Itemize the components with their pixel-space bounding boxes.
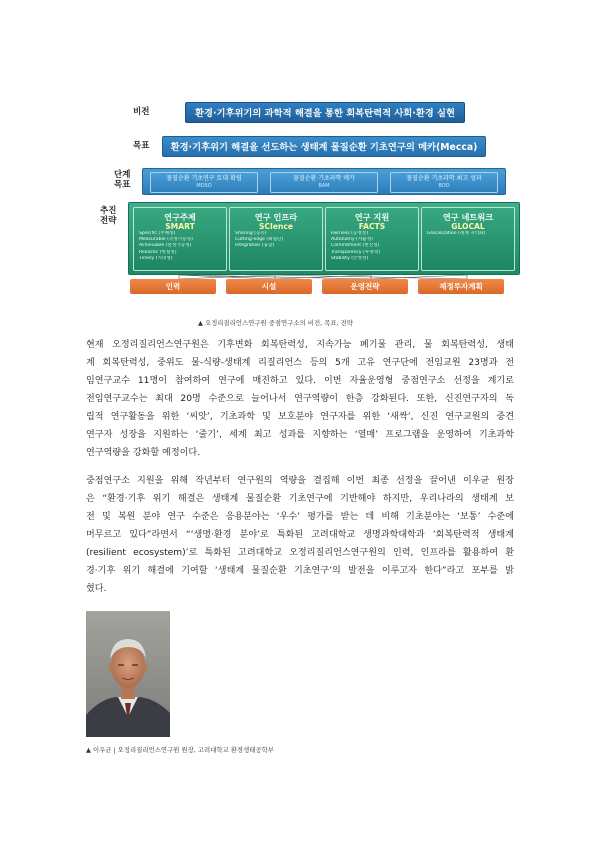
label-vision: 비전 xyxy=(133,107,150,117)
portrait-illustration xyxy=(86,611,170,737)
label-stage-goal-2: 목표 xyxy=(114,180,131,190)
paragraph-line: 연구자 성장을 지원하는 ‘줄기’, 세계 최고 성과를 지향하는 ‘열매’ 프로그램을 운영하여 기초과학 xyxy=(86,430,514,440)
strategy-item: Fairness (공정성) xyxy=(331,231,369,236)
strategy-item: Timely (시의성) xyxy=(139,255,173,261)
stage-goal-subtitle: BOO xyxy=(438,183,450,189)
connector-lines xyxy=(100,96,528,302)
vision-goal-strategy-diagram xyxy=(100,96,528,302)
strategy-item: Autonomy (자율성) xyxy=(331,237,373,243)
strategy-item: Glocalization (세계 지역화) xyxy=(427,231,486,236)
strategy-acronym: SMART xyxy=(165,222,195,231)
label-strategy-1: 추진 xyxy=(100,206,117,216)
paragraph-line: 임연구교수 11명이 참여하여 연구에 매진하고 있다. 이번 자율운영형 중점연구소 선정을 계기로 xyxy=(86,376,514,386)
paragraph-line: 현재 오정리질리언스연구원은 기후변화 회복탄력성, 지속가능 폐기물 관리, 물 회복탄력성, 생태 xyxy=(86,340,514,350)
strategy-item: Stability (안정성) xyxy=(331,255,369,261)
strategy-item: Sharing (공유) xyxy=(235,231,267,236)
paragraph-line: 계 회복탄력성, 중위도 물-식량-생태계 리질리언스 등의 5개 고유 연구단에 전임교원 23명과 전 xyxy=(86,358,514,368)
vision-text: 환경·기후위기의 과학적 해결을 통한 회복탄력적 사회·환경 실현 xyxy=(195,108,455,119)
strategy-item: Transparency (투명성) xyxy=(331,249,380,255)
resource-box: 재정투자계획 xyxy=(418,279,504,294)
strategy-title: 연구 인프라 xyxy=(254,212,298,222)
strategy-item: Integration (융합) xyxy=(235,243,275,249)
label-goal: 목표 xyxy=(133,141,150,151)
paragraph-line: 전임연구교수는 최대 20명 수준으로 늘어나서 연구역량이 한층 강화된다. 또한, 신진연구자의 독 xyxy=(86,394,514,404)
paragraph-line: (resilient ecosystem)’로 특화된 고려대학교 오정리질리언스연구원의 인력, 인프라를 활용하여 환 xyxy=(86,548,514,558)
stage-goal-title: 물질순환 기초연구 토대 확립 xyxy=(166,175,242,182)
label-stage-goal-1: 단계 xyxy=(114,170,131,180)
paragraph-line: 연구역량을 강화할 예정이다. xyxy=(86,448,201,458)
strategy-item: Specific (주체성) xyxy=(139,231,176,236)
paragraph-line: 머무르고 있다”라면서 “‘생명·환경 분야’로 특화된 고려대학교 생명과학대학과 ‘회복탄력적 생태계 xyxy=(86,530,514,540)
strategy-title: 연구 네트워크 xyxy=(442,212,494,222)
strategy-item: Achievable (달성가능성) xyxy=(139,243,192,249)
paragraph-line: 은 “환경·기후 위기 해결은 생태계 물질순환 기초연구에 기반해야 하지만, 우리나라의 생태계 보 xyxy=(86,494,514,504)
strategy-acronym: FACTS xyxy=(358,222,386,231)
strategy-item: Realistic (현실성) xyxy=(139,249,177,255)
strategy-item: Cutting-edge (최첨단) xyxy=(235,237,284,243)
diagram-caption: ▲ 오정리질리언스연구원 중점연구소의 비전, 목표, 전략 xyxy=(198,319,353,327)
strategy-title: 연구주제 xyxy=(164,212,196,222)
body-paragraph-1 xyxy=(86,336,514,462)
label-strategy-2: 전략 xyxy=(100,216,117,226)
strategy-item: Measurable (측정가능성) xyxy=(139,237,193,243)
goal-text: 환경·기후위기 해결을 선도하는 생태계 물질순환 기초연구의 메카(Mecca) xyxy=(170,142,478,153)
paragraph-line: 중점연구소 지원을 위해 작년부터 연구원의 역량을 결집해 이번 최종 선정을 끌어낸 이우균 원장 xyxy=(86,476,514,486)
portrait-caption: ▲ 이우균 | 오정리질리언스연구원 원장, 고려대학교 환경생태공학부 xyxy=(86,746,274,754)
paragraph-line: 전 및 복원 분야 연구 수준은 응용분야는 ‘우수’ 평가를 받는 데 비해 기초분야는 ‘보통’ 수준에 xyxy=(86,512,514,522)
body-paragraph-2 xyxy=(86,472,514,598)
strategy-item: Commitment (헌신성) xyxy=(331,243,380,249)
portrait-photo xyxy=(86,611,170,737)
paragraph-line: 립적 연구활동을 위한 ‘씨앗’, 기초과학 및 보호분야 연구자를 위한 ‘새싹’, 신진 연구교원의 중견 xyxy=(86,412,514,422)
resource-box: 운영전략 xyxy=(322,279,408,294)
paragraph-line: 혔다. xyxy=(86,584,107,594)
resource-box: 시설 xyxy=(226,279,312,294)
stage-goal-subtitle: BAM xyxy=(318,183,330,189)
strategy-acronym: SCIence xyxy=(258,222,294,231)
stage-goal-title: 물질순환 기초과학 최고 성과 xyxy=(406,175,482,182)
strategy-acronym: GLOCAL xyxy=(451,222,485,231)
paragraph-line: 경·기후 위기 해결에 기여할 ‘생태계 물질순환 기초연구’의 발전을 이루고자 한다”라고 포부를 밝 xyxy=(86,566,514,576)
strategy-title: 연구 지원 xyxy=(354,212,390,222)
stage-goal-title: 물질순환 기초과학 메카 xyxy=(293,175,355,182)
resource-box: 인력 xyxy=(130,279,216,294)
stage-goal-subtitle: MOSO xyxy=(196,183,212,189)
